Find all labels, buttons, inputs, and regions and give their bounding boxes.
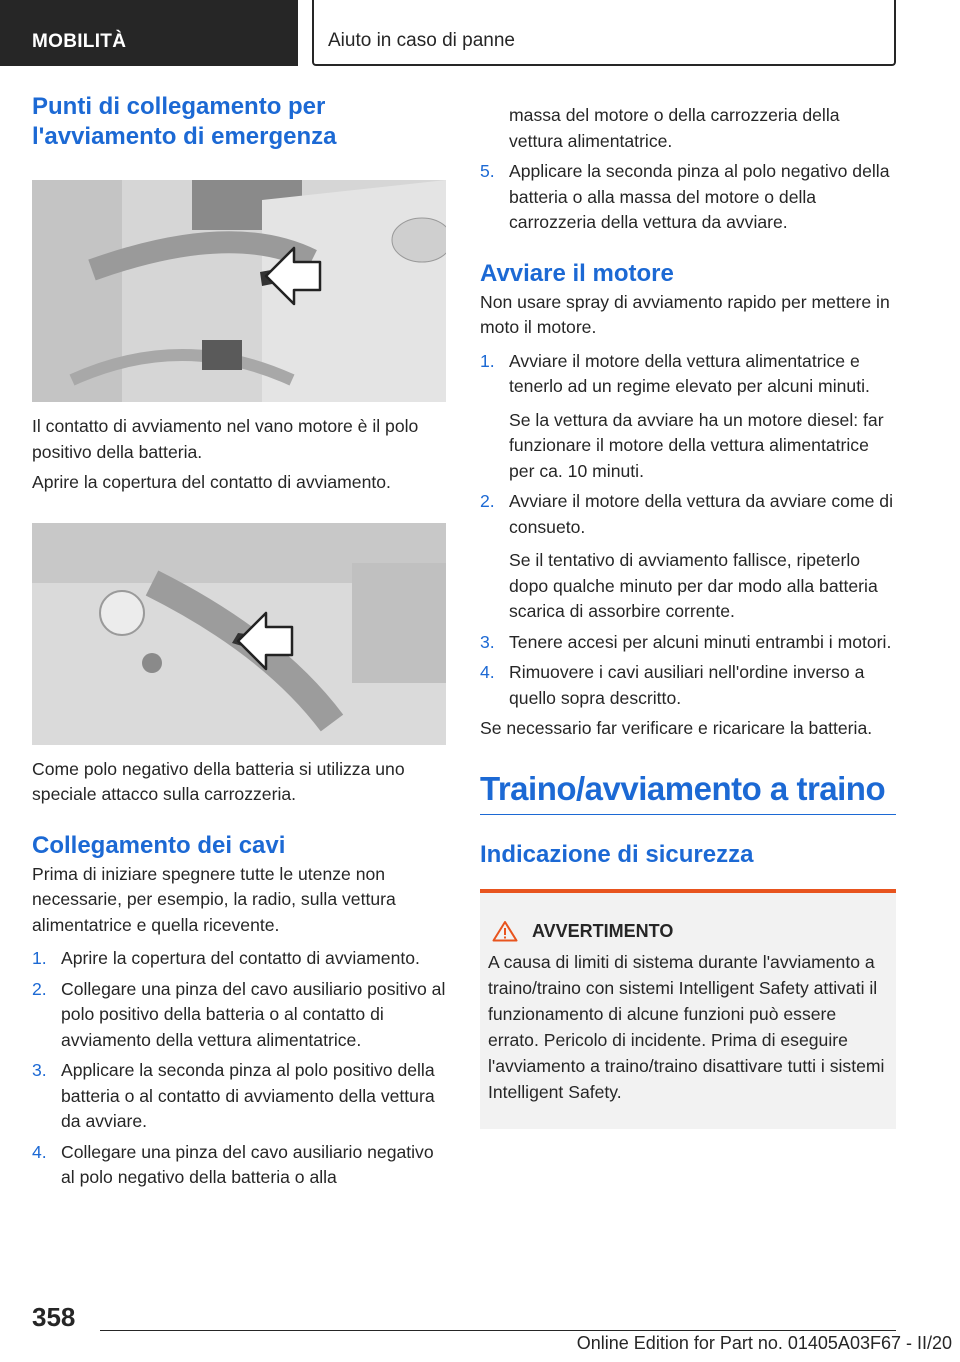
list-item: 1. Avviare il motore della vettura alimentatrice e tenerlo ad un regime elevato per alcuni minuti. Se la vettura da avviare ha un motore diesel: far funzionare il motore della vettura alimentatrice per ca. 10 minuti. xyxy=(480,350,884,481)
paragraph-no-spray: Non usare spray di avviamento rapido per mettere in moto il motore. xyxy=(480,291,890,337)
steps-start-engine xyxy=(480,349,896,712)
warning-text: A causa di limiti di sistema durante l'avviamento a traino/traino con sistemi Intelligent Safety attivati il funzionamento di alcune funzioni può essere errato. Pericolo di incidente. Prima di eseguire l'avviamento a traino/traino disattivare tutti i sistemi Intelligent Safety. xyxy=(488,952,885,1102)
list-item: 4. Collegare una pinza del cavo ausiliario negativo al polo negativo della batteria o alla xyxy=(32,1141,434,1187)
page-number: 358 xyxy=(32,1302,76,1332)
chapter-title: Aiuto in caso di panne xyxy=(312,0,896,66)
heading-start-engine: Avviare il motore xyxy=(480,259,674,287)
step-4-continuation: massa del motore o della carrozzeria della vettura alimentatrice. xyxy=(509,105,840,151)
heading-jump-start-points: Punti di collegamento per l'avviamento di emergenza xyxy=(32,93,337,150)
paragraph-positive-pole: Il contatto di avviamento nel vano motore è il polo positivo della batteria. xyxy=(32,416,419,462)
paragraph-open-cover: Aprire la copertura del contatto di avviamento. xyxy=(32,472,391,492)
list-item: 4. Rimuovere i cavi ausiliari nell'ordine inverso a quello sopra descritto. xyxy=(480,662,865,708)
steps-connect-cables-continued xyxy=(480,159,896,236)
warning-triangle-icon xyxy=(492,920,518,942)
paragraph-check-battery: Se necessario far verificare e ricaricare la batteria. xyxy=(480,718,873,738)
paragraph-negative-pole: Come polo negativo della batteria si utilizza uno speciale attacco sulla carrozzeria. xyxy=(32,758,405,804)
engine-bay-image-negative xyxy=(32,523,446,745)
list-item: 2. Avviare il motore della vettura da avviare come di consueto. Se il tentativo di avviamento fallisce, ripeterlo dopo qualche minuto per dar modo alla batteria scarica di assorbire corrente. xyxy=(480,491,893,621)
edition-info: Online Edition for Part no. 01405A03F67 - II/20 xyxy=(576,1333,952,1353)
paragraph-switch-off: Prima di iniziare spegnere tutte le utenze non necessarie, per esempio, la radio, sulla vettura alimentatrice e quella ricevente. xyxy=(32,863,396,935)
heading-safety-notice: Indicazione di sicurezza xyxy=(480,840,754,868)
left-column xyxy=(32,92,450,1191)
page-header xyxy=(0,0,960,66)
footer-divider xyxy=(100,1330,896,1331)
steps-connect-cables xyxy=(32,946,450,1191)
list-item: 3. Tenere accesi per alcuni minuti entrambi i motori. xyxy=(480,631,892,652)
list-item: 3. Applicare la seconda pinza al polo positivo della batteria o al contatto di avviamento della vettura da avviare. xyxy=(32,1060,435,1131)
chapter-heading-towing: Traino/avviamento a traino xyxy=(480,769,896,815)
engine-bay-image-positive xyxy=(32,180,446,402)
warning-box xyxy=(480,889,896,1130)
list-item: 5. Applicare la seconda pinza al polo negativo della batteria o alla massa del motore o della carrozzeria della vettura da avviare. xyxy=(480,161,890,232)
right-column xyxy=(480,103,896,1129)
section-tab: MOBILITÀ xyxy=(0,0,298,66)
list-item: 1. Aprire la copertura del contatto di avviamento. xyxy=(32,948,420,968)
list-item: 2. Collegare una pinza del cavo ausiliario positivo al polo positivo della batteria o al contatto di avviamento della vettura alimentatrice. xyxy=(32,978,446,1050)
heading-connect-cables: Collegamento dei cavi xyxy=(32,831,286,859)
warning-title: AVVERTIMENTO xyxy=(492,919,886,945)
